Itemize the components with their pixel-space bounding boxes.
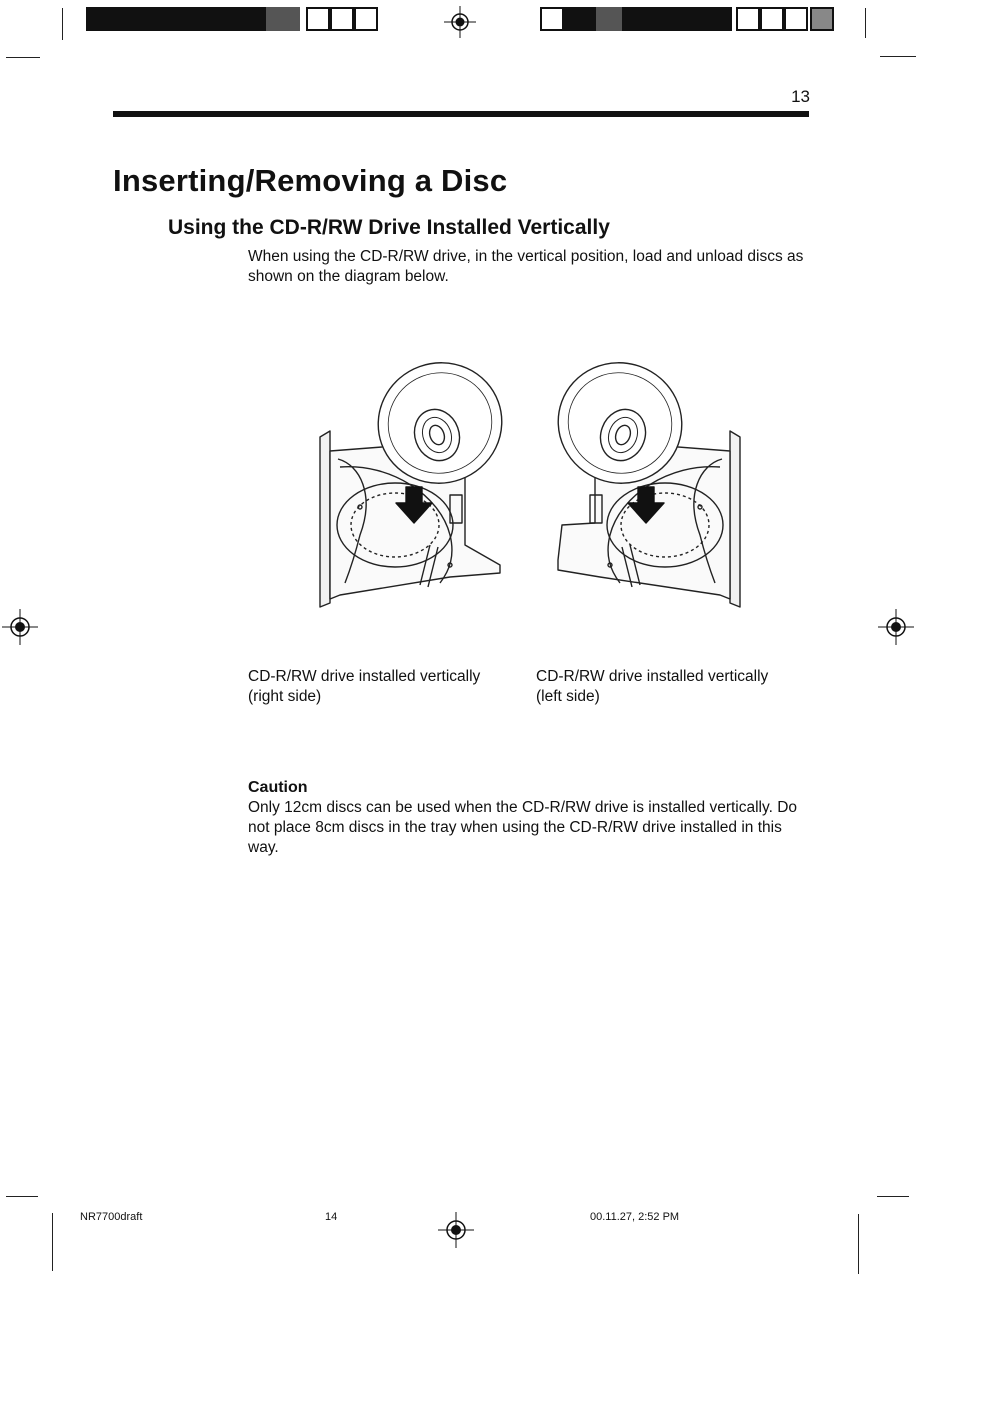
crop-mark — [858, 1214, 859, 1274]
page-number: 13 — [791, 87, 810, 106]
drive-left-side-illustration — [541, 355, 740, 607]
caption-line: (left side) — [536, 688, 600, 705]
color-box — [736, 7, 760, 31]
caption-right-side — [248, 667, 508, 707]
registration-mark-icon — [444, 6, 476, 38]
caption-line: CD-R/RW drive installed vertically — [536, 668, 769, 685]
registration-mark-icon — [438, 1212, 474, 1248]
caption-line: CD-R/RW drive installed vertically — [248, 668, 481, 685]
color-bar — [596, 7, 622, 31]
section-title: Using the CD-R/RW Drive Installed Vertically — [168, 216, 610, 239]
crop-mark — [865, 8, 866, 38]
crop-mark — [6, 57, 40, 58]
color-box — [760, 7, 784, 31]
header-rule — [113, 111, 809, 117]
color-box — [330, 7, 354, 31]
footer-timestamp: 00.11.27, 2:52 PM — [590, 1211, 680, 1223]
caution-text: Only 12cm discs can be used when the CD-R/RW drive is installed vertically. Do not place 8cm discs in the tray when using the CD-R/RW drive installed in this way. — [248, 799, 798, 856]
color-box — [540, 7, 564, 31]
drive-right-side-illustration — [320, 355, 519, 607]
color-box — [784, 7, 808, 31]
intro-paragraph: When using the CD-R/RW drive, in the vertical position, load and unload discs as shown on the diagram below. — [248, 248, 804, 285]
disc-insertion-illustration — [300, 355, 760, 615]
crop-mark — [52, 1213, 53, 1271]
caution-heading: Caution — [248, 779, 308, 796]
color-box — [306, 7, 330, 31]
color-bar — [86, 7, 266, 31]
color-bar — [266, 7, 300, 31]
crop-mark — [877, 1196, 909, 1197]
color-box — [810, 7, 834, 31]
page-title: Inserting/Removing a Disc — [113, 163, 508, 198]
crop-mark — [6, 1196, 38, 1197]
color-bar — [564, 7, 732, 31]
caption-line: (right side) — [248, 688, 322, 705]
crop-mark — [62, 8, 63, 40]
footer-file-name: NR7700draft — [80, 1211, 143, 1223]
caption-left-side — [536, 667, 806, 707]
footer-sheet-number: 14 — [325, 1211, 338, 1223]
registration-mark-icon — [2, 609, 38, 645]
registration-mark-icon — [878, 609, 914, 645]
color-box — [354, 7, 378, 31]
crop-mark — [880, 56, 916, 57]
